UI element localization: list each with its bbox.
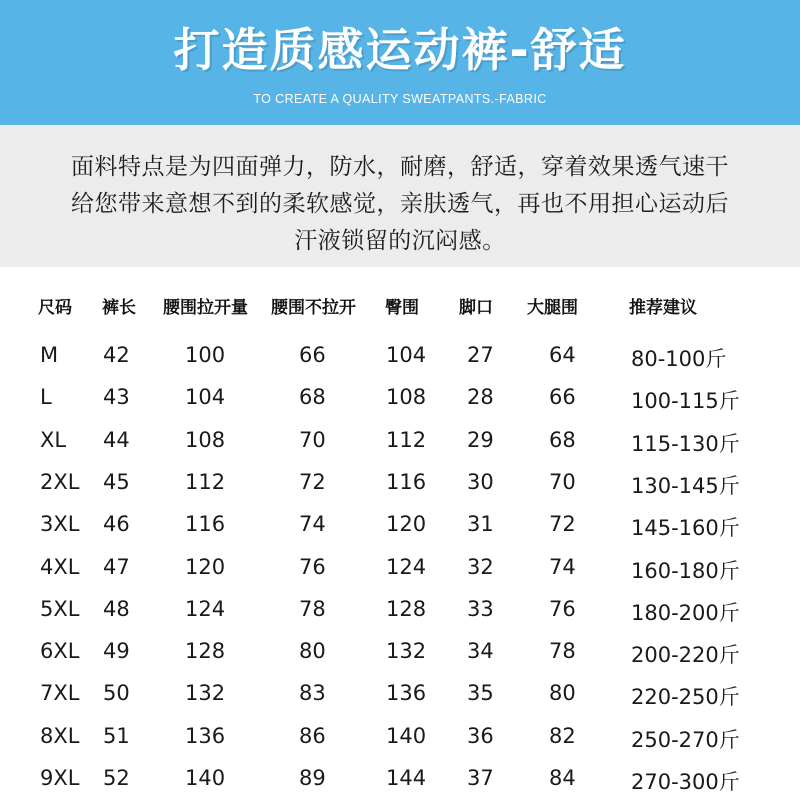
cell-waist-relaxed: 78 bbox=[299, 596, 326, 621]
column-header-size: 尺码 bbox=[38, 298, 72, 318]
cell-length: 49 bbox=[103, 639, 130, 664]
cell-hem: 32 bbox=[467, 554, 494, 579]
description-line: 面料特点是为四面弹力，防水，耐磨，舒适，穿着效果透气速干 bbox=[71, 154, 729, 180]
cell-hem: 35 bbox=[467, 681, 494, 706]
column-header-length: 裤长 bbox=[102, 298, 136, 318]
cell-hem: 30 bbox=[467, 469, 494, 494]
cell-waist-stretched: 124 bbox=[185, 596, 226, 621]
cell-waist-relaxed: 83 bbox=[299, 681, 326, 706]
cell-size: 8XL bbox=[40, 723, 80, 748]
cell-waist-stretched: 120 bbox=[185, 554, 226, 579]
banner-title: 打造质感运动裤-舒适 bbox=[173, 23, 627, 77]
cell-hem: 33 bbox=[467, 596, 494, 621]
cell-thigh: 72 bbox=[549, 512, 576, 537]
cell-recommendation: 100-115斤 bbox=[631, 389, 740, 414]
cell-waist-stretched: 140 bbox=[185, 766, 226, 790]
cell-size: M bbox=[40, 343, 59, 367]
cell-size: 6XL bbox=[40, 639, 80, 664]
cell-hip: 136 bbox=[386, 681, 427, 706]
cell-waist-stretched: 104 bbox=[185, 385, 226, 410]
cell-recommendation: 145-160斤 bbox=[631, 516, 740, 541]
cell-recommendation: 80-100斤 bbox=[631, 347, 727, 371]
cell-size: 4XL bbox=[40, 554, 80, 579]
cell-waist-stretched: 128 bbox=[185, 639, 226, 664]
cell-size: 9XL bbox=[40, 766, 80, 790]
cell-thigh: 74 bbox=[549, 554, 576, 579]
cell-length: 42 bbox=[103, 343, 130, 367]
cell-hip: 144 bbox=[386, 766, 427, 790]
fabric-description bbox=[0, 125, 800, 267]
column-header-waist-stretched: 腰围拉开量 bbox=[163, 298, 248, 318]
cell-hip: 128 bbox=[386, 596, 427, 621]
cell-waist-stretched: 116 bbox=[185, 512, 226, 537]
cell-size: L bbox=[40, 385, 52, 410]
cell-waist-stretched: 132 bbox=[185, 681, 226, 706]
column-header-thigh: 大腿围 bbox=[527, 298, 578, 318]
cell-hip: 104 bbox=[386, 343, 427, 367]
cell-size: 3XL bbox=[40, 512, 80, 537]
cell-waist-stretched: 100 bbox=[185, 343, 226, 367]
cell-hem: 34 bbox=[467, 639, 494, 664]
cell-size: XL bbox=[40, 427, 67, 452]
cell-thigh: 84 bbox=[549, 766, 576, 790]
cell-waist-relaxed: 70 bbox=[299, 427, 326, 452]
cell-recommendation: 180-200斤 bbox=[631, 600, 740, 625]
cell-recommendation: 200-220斤 bbox=[631, 643, 740, 668]
cell-thigh: 68 bbox=[549, 427, 576, 452]
banner-subtitle: TO CREATE A QUALITY SWEATPANTS.-FABRIC bbox=[253, 92, 547, 106]
cell-thigh: 66 bbox=[549, 385, 576, 410]
cell-recommendation: 115-130斤 bbox=[631, 431, 740, 456]
cell-hem: 36 bbox=[467, 723, 494, 748]
cell-length: 52 bbox=[103, 766, 130, 790]
cell-length: 51 bbox=[103, 723, 130, 748]
cell-waist-stretched: 136 bbox=[185, 723, 226, 748]
cell-hip: 116 bbox=[386, 469, 427, 494]
cell-length: 47 bbox=[103, 554, 130, 579]
cell-hem: 28 bbox=[467, 385, 494, 410]
cell-hip: 120 bbox=[386, 512, 427, 537]
cell-thigh: 78 bbox=[549, 639, 576, 664]
description-line: 给您带来意想不到的柔软感觉，亲肤透气，再也不用担心运动后 bbox=[71, 191, 729, 217]
cell-thigh: 82 bbox=[549, 723, 576, 748]
cell-waist-relaxed: 66 bbox=[299, 343, 326, 367]
cell-size: 7XL bbox=[40, 681, 80, 706]
cell-recommendation: 270-300斤 bbox=[631, 770, 740, 794]
cell-recommendation: 250-270斤 bbox=[631, 727, 740, 752]
cell-hem: 37 bbox=[467, 766, 494, 790]
cell-waist-relaxed: 74 bbox=[299, 512, 326, 537]
cell-waist-relaxed: 68 bbox=[299, 385, 326, 410]
cell-hip: 140 bbox=[386, 723, 427, 748]
cell-recommendation: 220-250斤 bbox=[631, 685, 740, 710]
cell-waist-relaxed: 80 bbox=[299, 639, 326, 664]
cell-hip: 132 bbox=[386, 639, 427, 664]
cell-hip: 108 bbox=[386, 385, 427, 410]
cell-length: 44 bbox=[103, 427, 130, 452]
cell-waist-relaxed: 86 bbox=[299, 723, 326, 748]
cell-waist-stretched: 108 bbox=[185, 427, 226, 452]
column-header-waist-relaxed: 腰围不拉开 bbox=[271, 298, 356, 318]
description-line: 汗液锁留的沉闷感。 bbox=[294, 228, 506, 254]
cell-waist-relaxed: 72 bbox=[299, 469, 326, 494]
cell-hip: 124 bbox=[386, 554, 427, 579]
cell-thigh: 80 bbox=[549, 681, 576, 706]
cell-length: 48 bbox=[103, 596, 130, 621]
cell-waist-relaxed: 89 bbox=[299, 766, 326, 790]
cell-size: 5XL bbox=[40, 596, 80, 621]
cell-size: 2XL bbox=[40, 469, 80, 494]
cell-length: 46 bbox=[103, 512, 130, 537]
header-banner bbox=[0, 0, 800, 125]
cell-recommendation: 130-145斤 bbox=[631, 473, 740, 498]
cell-thigh: 76 bbox=[549, 596, 576, 621]
cell-thigh: 64 bbox=[549, 343, 576, 367]
column-header-recommendation: 推荐建议 bbox=[629, 298, 697, 318]
cell-thigh: 70 bbox=[549, 469, 576, 494]
column-header-hip: 臀围 bbox=[385, 298, 419, 318]
cell-length: 45 bbox=[103, 469, 130, 494]
cell-hem: 29 bbox=[467, 427, 494, 452]
cell-recommendation: 160-180斤 bbox=[631, 558, 740, 583]
cell-hem: 31 bbox=[467, 512, 494, 537]
cell-waist-relaxed: 76 bbox=[299, 554, 326, 579]
cell-waist-stretched: 112 bbox=[185, 469, 226, 494]
cell-length: 50 bbox=[103, 681, 130, 706]
cell-hip: 112 bbox=[386, 427, 427, 452]
cell-hem: 27 bbox=[467, 343, 494, 367]
cell-length: 43 bbox=[103, 385, 130, 410]
column-header-hem: 脚口 bbox=[459, 298, 493, 318]
